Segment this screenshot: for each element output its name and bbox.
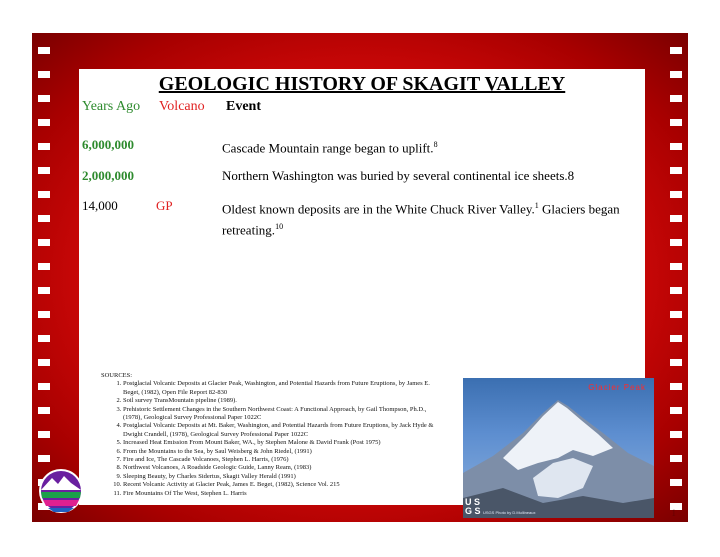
film-hole xyxy=(38,215,50,222)
film-hole xyxy=(670,335,682,342)
film-hole xyxy=(670,119,682,126)
photo-caption: Glacier Peak xyxy=(588,383,646,392)
film-hole xyxy=(670,263,682,270)
film-hole xyxy=(38,119,50,126)
row3-volcano: GP xyxy=(156,198,173,213)
row2-years: 2,000,000 xyxy=(82,168,134,183)
row3-footnote2: 10 xyxy=(275,222,284,232)
source-item: 8. Northwest Volcanoes, A Roadside Geologic Guide, Lanny Ream, (1983) xyxy=(123,464,441,472)
film-hole xyxy=(38,191,50,198)
header-volcano: Volcano xyxy=(159,99,205,114)
source-item: 6. From the Mountains to the Sea, by Saul Weisberg & John Riedel, (1991) xyxy=(123,448,441,456)
film-hole xyxy=(38,263,50,270)
mountain-image xyxy=(463,378,654,518)
header-event: Event xyxy=(226,99,261,114)
film-hole xyxy=(38,407,50,414)
row3-event-text2: Glaciers began retreating. xyxy=(222,201,620,238)
film-hole xyxy=(38,71,50,78)
source-item: 7. Fire and Ice, The Cascade Volcanoes, Stephen L. Harris, (1976) xyxy=(123,456,441,464)
header-years: Years Ago xyxy=(82,99,141,114)
film-hole xyxy=(38,455,50,462)
slide-frame xyxy=(32,33,688,522)
source-item: 4. Postglacial Volcanic Deposits at Mt. Baker, Washington, and Potential Hazards from Future Eruptions, by Jack Hyde & Dwight Crandell, (1978), Geological Survey Professional Paper 1022C xyxy=(123,422,441,439)
film-hole xyxy=(38,239,50,246)
usgs-logo xyxy=(465,498,481,516)
film-hole xyxy=(38,359,50,366)
glacier-peak-photo xyxy=(463,378,654,518)
source-item: 1. Postglacial Volcanic Deposits at Glacier Peak, Washington, and Potential Hazards from Future Eruptions, by James E. Beget, (1982), Open File Report 82-830 xyxy=(123,380,441,397)
film-hole xyxy=(38,431,50,438)
film-hole xyxy=(38,383,50,390)
film-hole xyxy=(38,287,50,294)
volcano-logo-icon xyxy=(38,468,84,514)
row2-event: Northern Washington was buried by several continental ice sheets.8 xyxy=(222,168,575,183)
film-hole xyxy=(670,95,682,102)
film-hole xyxy=(38,311,50,318)
page-number: 1 xyxy=(671,508,676,518)
film-hole xyxy=(670,431,682,438)
row1-event-text: Cascade Mountain range began to uplift. xyxy=(222,140,434,156)
film-strip-left xyxy=(36,33,52,522)
row1-years: 6,000,000 xyxy=(82,137,134,152)
row3-event-text: Oldest known deposits are in the White Chuck River Valley. xyxy=(222,201,535,217)
source-item: 2. Soil survey TransMountain pipeline (1989). xyxy=(123,397,441,405)
sources-list xyxy=(101,372,441,498)
film-hole xyxy=(670,167,682,174)
film-hole xyxy=(670,407,682,414)
slide-title xyxy=(79,73,645,96)
row3-years: 14,000 xyxy=(82,198,118,213)
row3-footnote: 1 xyxy=(534,201,539,210)
sources-label: SOURCES: xyxy=(101,372,133,379)
film-hole xyxy=(670,191,682,198)
film-strip-right xyxy=(668,33,684,522)
title-text: GEOLOGIC HISTORY OF SKAGIT VALLEY xyxy=(158,73,566,95)
film-hole xyxy=(670,239,682,246)
film-hole xyxy=(670,455,682,462)
source-item: 5. Increased Heat Emission From Mount Baker, WA., by Stephen Malone & David Frank (Post 1975) xyxy=(123,439,441,447)
film-hole xyxy=(670,311,682,318)
film-hole xyxy=(670,359,682,366)
source-item: 3. Prehistoric Settlement Changes in the Southern Northwest Coast: A Functional Approach, by Gail Thompson, Ph.D., (1978), Geological Survey Professional Paper 1022C xyxy=(123,406,441,423)
film-hole xyxy=(670,479,682,486)
film-hole xyxy=(670,47,682,54)
film-hole xyxy=(670,383,682,390)
film-hole xyxy=(670,71,682,78)
usgs-line2: G S xyxy=(465,506,481,516)
film-hole xyxy=(38,47,50,54)
film-hole xyxy=(670,215,682,222)
film-hole xyxy=(38,95,50,102)
photo-credit: USGS Photo by D.Mullineaux xyxy=(483,510,536,515)
film-hole xyxy=(670,287,682,294)
usgs-line1: U S xyxy=(465,497,481,507)
film-hole xyxy=(38,335,50,342)
row1-footnote: 8 xyxy=(433,140,438,149)
slide-content xyxy=(79,69,646,516)
row1-event xyxy=(222,136,632,157)
film-hole xyxy=(670,143,682,150)
source-item: 9. Sleeping Beauty, by Charles Sidertus, Skagit Valley Herald (1991) xyxy=(123,473,441,481)
source-item: 10. Recent Volcanic Activity at Glacier Peak, James E. Beget, (1982), Science Vol. 215 xyxy=(123,481,441,489)
row3-event xyxy=(222,197,632,240)
film-hole xyxy=(38,143,50,150)
film-hole xyxy=(38,167,50,174)
source-item: 11. Fire Mountains Of The West, Stephen L. Harris xyxy=(123,490,441,498)
